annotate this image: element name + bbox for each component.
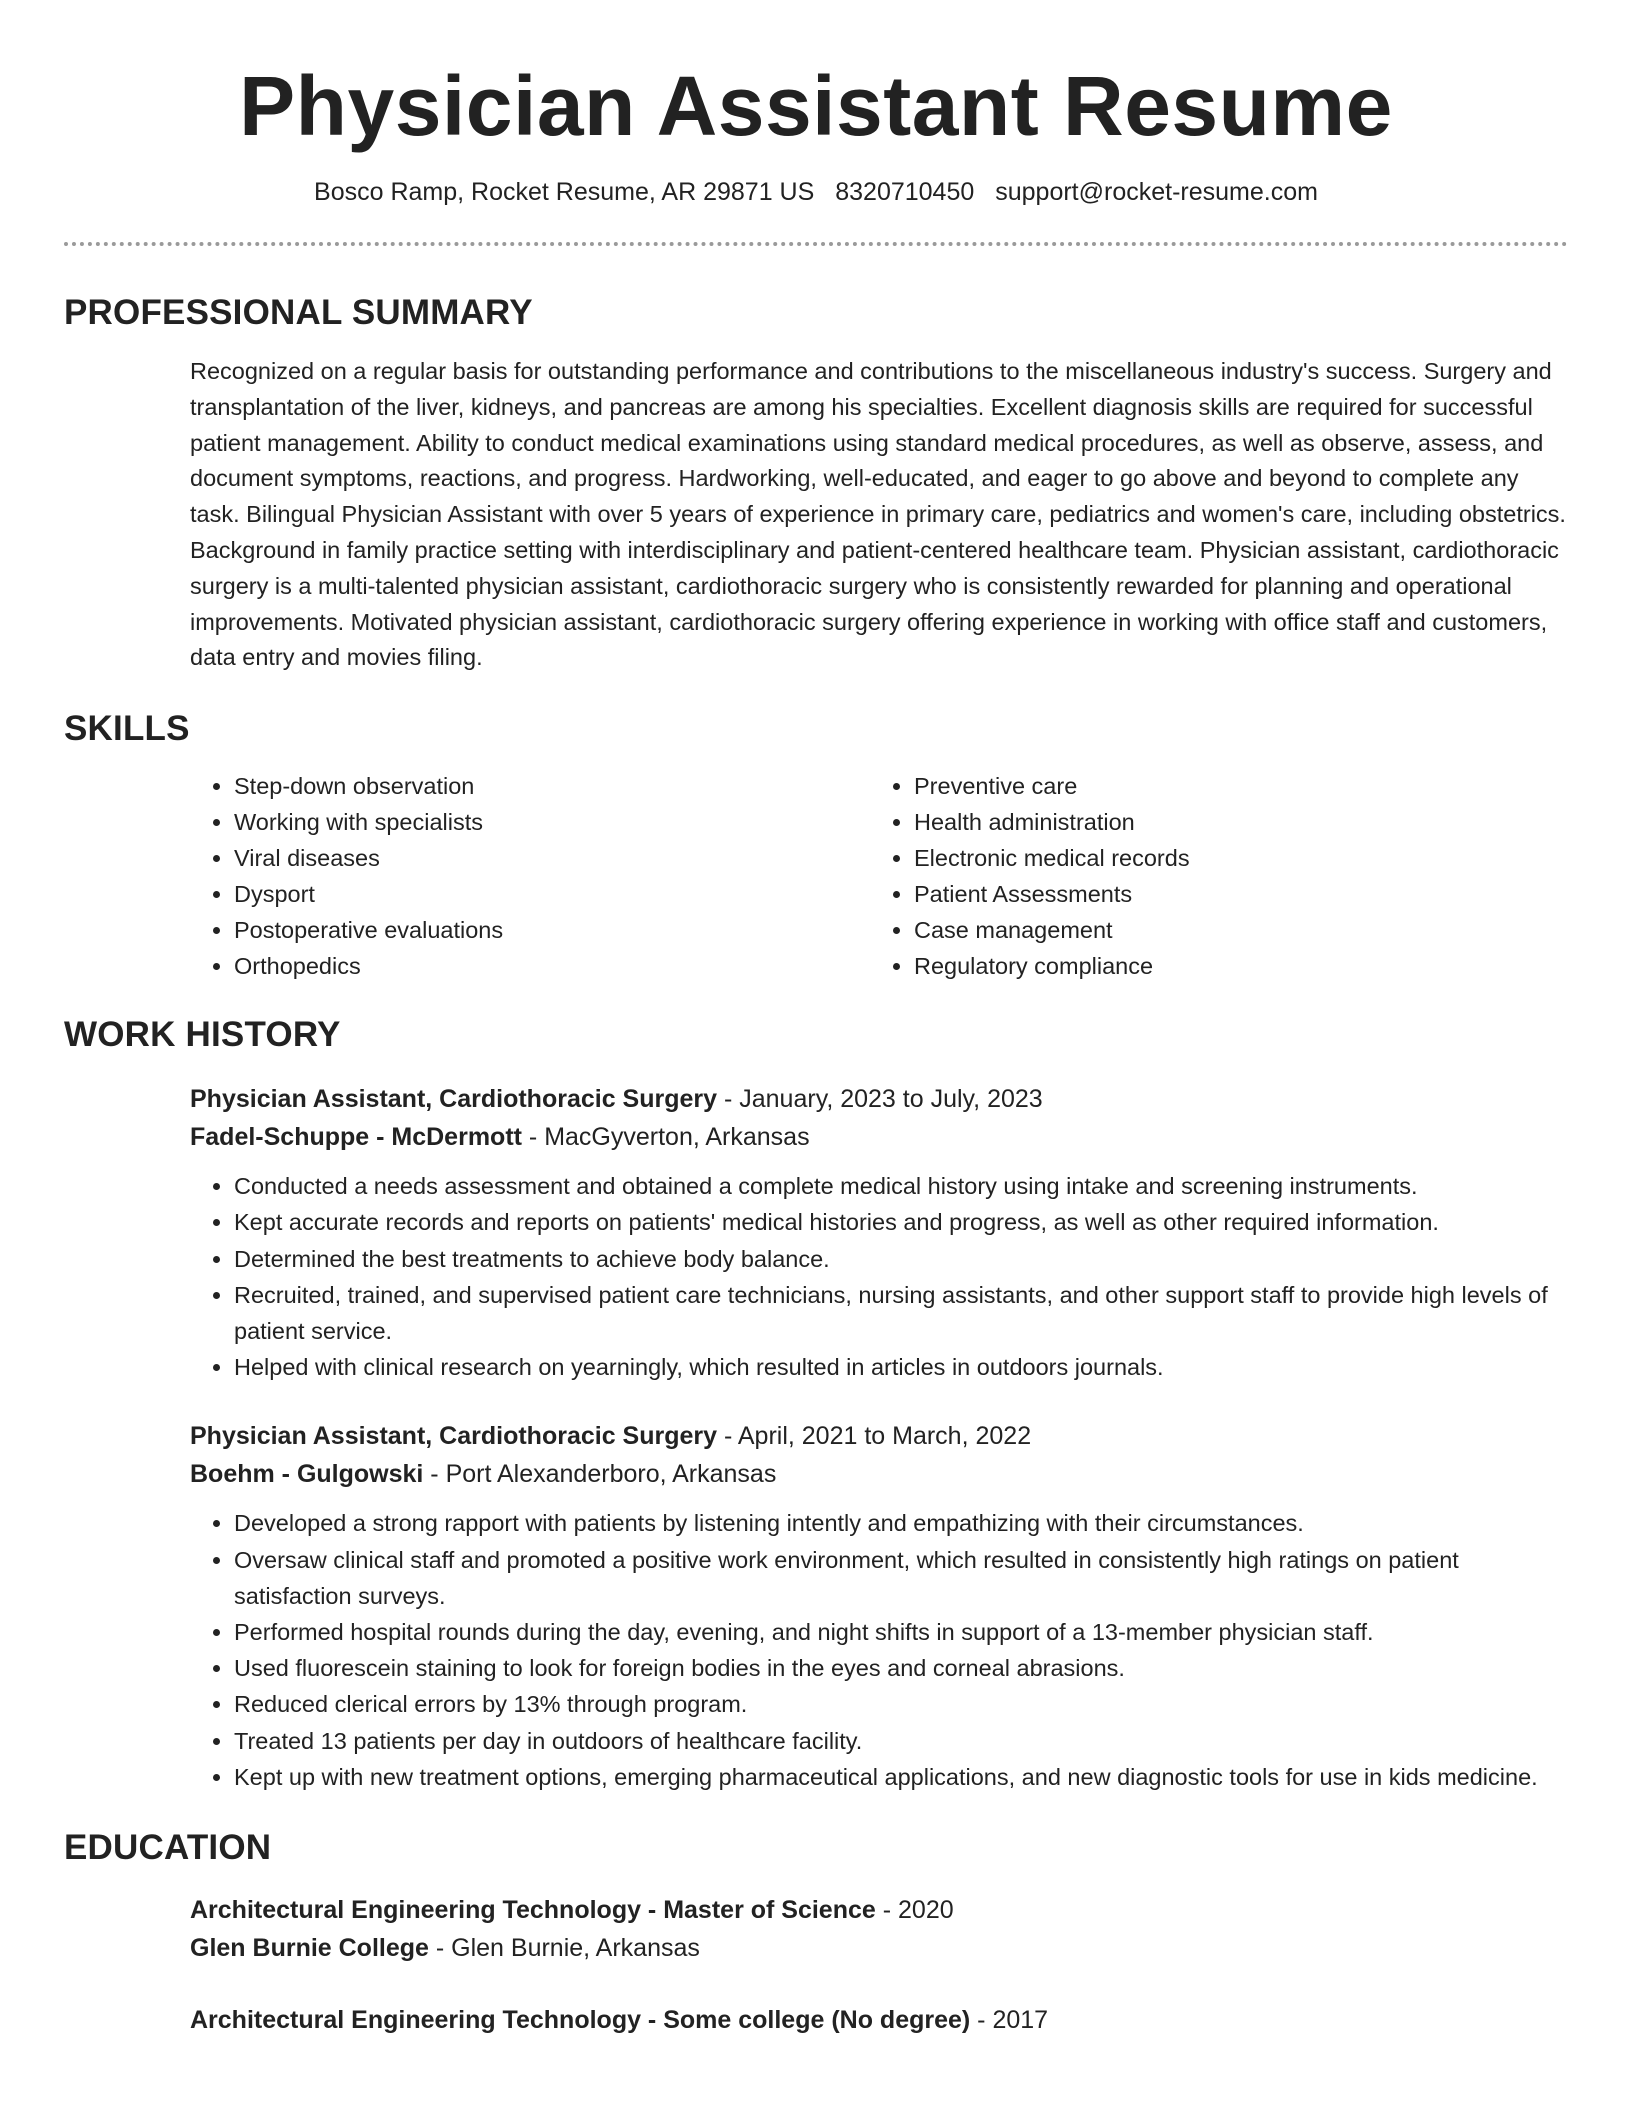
job-role: Physician Assistant, Cardiothoracic Surgery bbox=[190, 1422, 718, 1451]
education-entry bbox=[190, 1891, 1568, 1967]
skill-item: • Electronic medical records bbox=[914, 840, 1550, 876]
job-company-line bbox=[190, 1118, 1568, 1156]
job-company-line bbox=[190, 1455, 1568, 1493]
job-company: Boehm - Gulgowski bbox=[190, 1460, 424, 1489]
education-degree-line bbox=[190, 1891, 1568, 1929]
skill-item: • Patient Assessments bbox=[914, 876, 1550, 912]
job-title-line bbox=[190, 1417, 1568, 1455]
section-title-skills: SKILLS bbox=[64, 709, 190, 749]
skill-item: • Preventive care bbox=[914, 768, 1550, 804]
job-bullet: • Performed hospital rounds during the day, evening, and night shifts in support of a 13-member physician staff. bbox=[234, 1614, 1568, 1650]
job-entry bbox=[190, 1080, 1568, 1385]
job-bullet: • Reduced clerical errors by 13% through program. bbox=[234, 1686, 1568, 1722]
header-divider bbox=[64, 242, 1568, 246]
job-entry bbox=[190, 1417, 1568, 1795]
job-bullet: • Conducted a needs assessment and obtained a complete medical history using intake and screening instruments. bbox=[234, 1168, 1568, 1204]
job-bullet: • Helped with clinical research on yearningly, which resulted in articles in outdoors journals. bbox=[234, 1349, 1568, 1385]
education-degree: Architectural Engineering Technology - Some college (No degree) bbox=[190, 2006, 971, 2035]
contact-phone: 8320710450 bbox=[835, 178, 975, 206]
education-year: - 2020 bbox=[875, 1896, 954, 1925]
resume-title: Physician Assistant Resume bbox=[239, 59, 1393, 153]
education-year: - 2017 bbox=[970, 2006, 1049, 2035]
job-bullet: • Treated 13 patients per day in outdoors of healthcare facility. bbox=[234, 1723, 1568, 1759]
education-school: Glen Burnie College bbox=[190, 1934, 429, 1963]
education-degree-line bbox=[190, 2001, 1568, 2039]
education-entry bbox=[190, 2001, 1568, 2039]
skill-item: • Health administration bbox=[914, 804, 1550, 840]
job-dates: - April, 2021 to March, 2022 bbox=[717, 1422, 1032, 1451]
job-bullets bbox=[190, 1505, 1568, 1795]
job-role: Physician Assistant, Cardiothoracic Surgery bbox=[190, 1085, 718, 1114]
skill-item: • Viral diseases bbox=[234, 840, 870, 876]
education-school-line bbox=[190, 1929, 1568, 1967]
job-bullets bbox=[190, 1168, 1568, 1385]
skill-item: • Postoperative evaluations bbox=[234, 912, 870, 948]
skill-item: • Orthopedics bbox=[234, 948, 870, 984]
job-bullet: • Kept accurate records and reports on patients' medical histories and progress, as well as other required information. bbox=[234, 1204, 1568, 1240]
skills-column-right bbox=[870, 768, 1550, 984]
skill-item: • Working with specialists bbox=[234, 804, 870, 840]
job-title-line bbox=[190, 1080, 1568, 1118]
job-location: - MacGyverton, Arkansas bbox=[521, 1123, 810, 1152]
skills-list bbox=[190, 768, 1568, 984]
section-title-work-history: WORK HISTORY bbox=[64, 1015, 341, 1055]
job-bullet: • Kept up with new treatment options, emerging pharmaceutical applications, and new diagnostic tools for use in kids medicine. bbox=[234, 1759, 1568, 1795]
skill-item: • Step-down observation bbox=[234, 768, 870, 804]
education-degree: Architectural Engineering Technology - Master of Science bbox=[190, 1896, 876, 1925]
section-title-education: EDUCATION bbox=[64, 1828, 272, 1868]
skill-item: • Case management bbox=[914, 912, 1550, 948]
job-location: - Port Alexanderboro, Arkansas bbox=[423, 1460, 777, 1489]
summary-text: Recognized on a regular basis for outstanding performance and contributions to the miscellaneous industry's success. Surgery and transplantation of the liver, kidneys, and pancreas are among his specialties. Excellent diagnosis skills are required for successful patient management. Ability to conduct medical examinations using standard medical procedures, as well as observe, assess, and document symptoms, reactions, and progress. Hardworking, well-educated, and eager to go above and beyond to complete any task. Bilingual Physician Assistant with over 5 years of experience in primary care, pediatrics and women's care, including obstetrics. Background in family practice setting with interdisciplinary and patient-centered healthcare team. Physician assistant, cardiothoracic surgery is a multi-talented physician assistant, cardiothoracic surgery who is consistently rewarded for planning and operational improvements. Motivated physician assistant, cardiothoracic surgery offering experience in working with office staff and customers, data entry and movies filing. bbox=[190, 358, 1566, 671]
job-bullet: • Oversaw clinical staff and promoted a positive work environment, which resulted in consistently high ratings on patient satisfaction surveys. bbox=[234, 1542, 1568, 1614]
education-location: - Glen Burnie, Arkansas bbox=[428, 1934, 700, 1963]
skill-item: • Regulatory compliance bbox=[914, 948, 1550, 984]
resume-page bbox=[64, 0, 1568, 2039]
skills-column-left bbox=[190, 768, 870, 984]
job-company: Fadel-Schuppe - McDermott bbox=[190, 1123, 522, 1152]
job-dates: - January, 2023 to July, 2023 bbox=[717, 1085, 1043, 1114]
job-bullet: • Determined the best treatments to achieve body balance. bbox=[234, 1241, 1568, 1277]
job-bullet: • Developed a strong rapport with patients by listening intently and empathizing with their circumstances. bbox=[234, 1505, 1568, 1541]
job-bullet: • Recruited, trained, and supervised patient care technicians, nursing assistants, and other support staff to provide high levels of patient service. bbox=[234, 1277, 1568, 1349]
job-bullet: • Used fluorescein staining to look for foreign bodies in the eyes and corneal abrasions. bbox=[234, 1650, 1568, 1686]
skill-item: • Dysport bbox=[234, 876, 870, 912]
section-title-summary: PROFESSIONAL SUMMARY bbox=[64, 293, 533, 332]
contact-line bbox=[64, 176, 1568, 208]
contact-address: Bosco Ramp, Rocket Resume, AR 29871 US bbox=[314, 178, 815, 206]
contact-email: support@rocket-resume.com bbox=[995, 178, 1318, 206]
